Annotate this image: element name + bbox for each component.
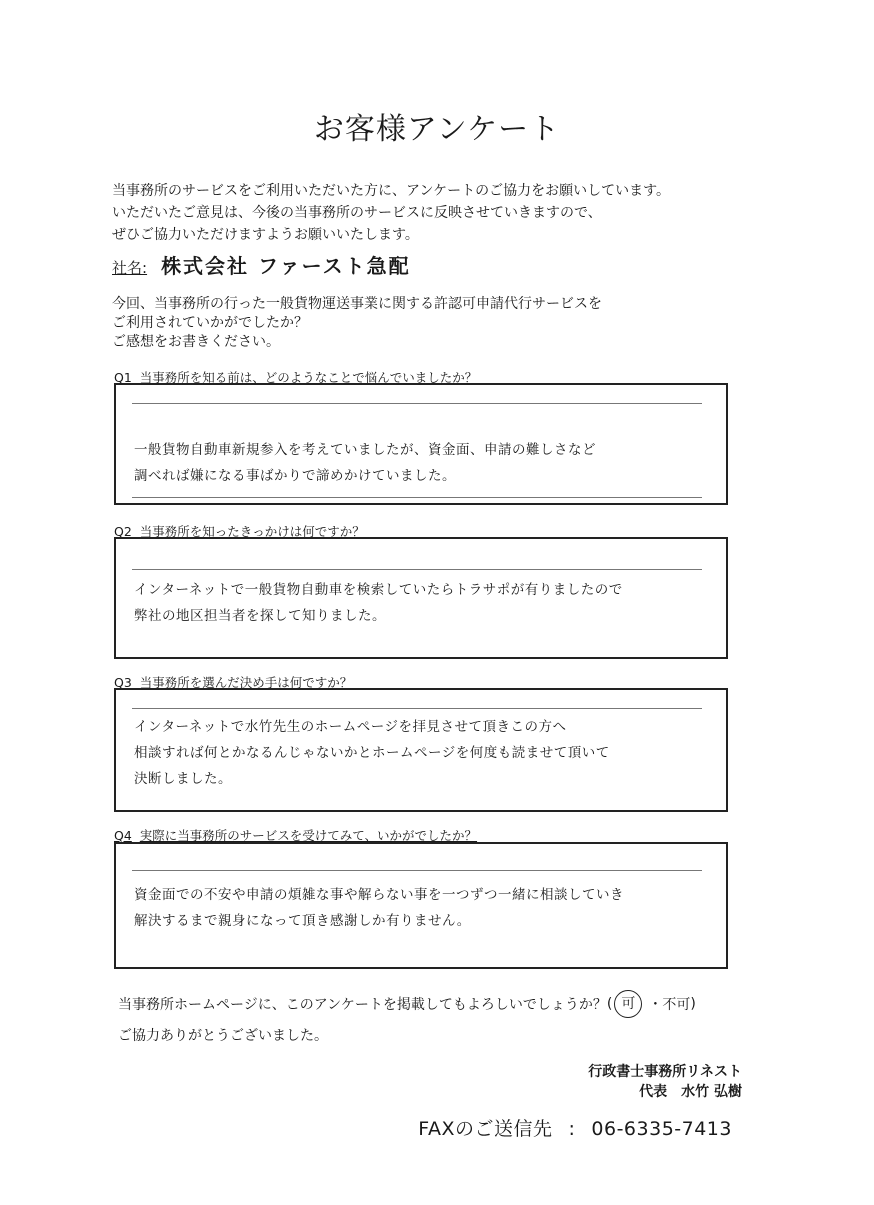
office-name: 行政書士事務所リネスト (588, 1064, 742, 1080)
answer-line: 調べれば嫌になる事ばかりで諦めかけていました。 (134, 468, 456, 484)
rep-name: 水竹 弘樹 (681, 1084, 742, 1100)
question-number: Q1 (114, 370, 132, 385)
intro-line: ぜひご協力いただけますようお願いいたします。 (112, 227, 419, 243)
fax-number: 06-6335-7413 (591, 1118, 732, 1140)
answer-text (134, 882, 624, 934)
rule-line (132, 569, 702, 570)
answer-text (134, 437, 596, 489)
answer-line: 資金面での不安や申請の煩雑な事や解らない事を一つずつ一緒に相談していき (134, 887, 624, 903)
consent-paren-close: ) (690, 996, 696, 1012)
answer-text (134, 577, 623, 629)
lead-line: 今回、当事務所の行った一般貨物運送事業に関する許認可申請代行サービスを (112, 296, 602, 312)
rule-line (132, 403, 702, 404)
answer-box-q4 (114, 842, 728, 969)
company-label: 社名: (112, 259, 148, 277)
question-text: 実際に当事務所のサービスを受けてみて、いかがでしたか？ (139, 828, 478, 843)
question-number: Q3 (114, 675, 132, 690)
office-info (588, 1062, 742, 1102)
question-text: 当事務所を知ったきっかけは何ですか？ (139, 524, 365, 539)
answer-box-q1 (114, 383, 728, 505)
consent-separator: ・ (648, 997, 663, 1013)
answer-box-q2 (114, 537, 728, 659)
company-name: 株式会社 ファースト急配 (161, 254, 411, 278)
question-number: Q2 (114, 524, 132, 539)
lead-line: ご利用されていかがでしたか？ (112, 315, 308, 331)
question-text: 当事務所を選んだ決め手は何ですか？ (139, 675, 353, 690)
answer-line: 一般貨物自動車新規参入を考えていましたが、資金面、申請の難しさなど (134, 442, 596, 458)
intro-line: 当事務所のサービスをご利用いただいた方に、アンケートのご協力をお願いしています。 (112, 183, 671, 199)
company-row (112, 250, 411, 279)
answer-box-q3 (114, 688, 728, 812)
consent-option-no[interactable]: 不可 (662, 997, 691, 1013)
rule-line (132, 497, 702, 498)
answer-text (134, 714, 610, 792)
answer-line: 決断しました。 (134, 771, 232, 787)
answer-line: 相談すれば何とかなるんじゃないかとホームページを何度も読ませて頂いて (134, 745, 610, 761)
lead-line: ご感想をお書きください。 (112, 334, 280, 350)
rule-line (132, 708, 702, 709)
publish-consent (118, 990, 696, 1018)
consent-text: 当事務所ホームページに、このアンケートを掲載してもよろしいでしょうか？ (118, 997, 607, 1013)
answer-line: インターネットで一般貨物自動車を検索していたらトラサポが有りましたので (134, 582, 623, 598)
thanks-text: ご協力ありがとうございました。 (118, 1028, 328, 1044)
answer-line: インターネットで水竹先生のホームページを拝見させて頂きこの方へ (134, 719, 567, 735)
fax-label: FAXのご送信先 (418, 1118, 553, 1140)
answer-line: 解決するまで親身になって頂き感謝しか有りません。 (134, 913, 471, 929)
fax-separator: : (568, 1118, 576, 1140)
representative-row (588, 1082, 742, 1102)
answer-line: 弊社の地区担当者を探して知りました。 (134, 608, 386, 624)
fax-line (418, 1114, 732, 1141)
intro-text (112, 180, 670, 246)
intro-line: いただいたご意見は、今後の当事務所のサービスに反映させていきますので、 (112, 205, 602, 221)
lead-question (112, 295, 602, 352)
consent-option-yes[interactable]: 可 (614, 990, 642, 1018)
question-number: Q4 (114, 828, 132, 843)
consent-paren-open: ( (606, 996, 613, 1012)
page-title: お客様アンケート (313, 112, 561, 147)
rule-line (132, 870, 702, 871)
question-text: 当事務所を知る前は、どのようなことで悩んでいましたか？ (139, 370, 478, 385)
rep-title: 代表 (639, 1084, 668, 1100)
